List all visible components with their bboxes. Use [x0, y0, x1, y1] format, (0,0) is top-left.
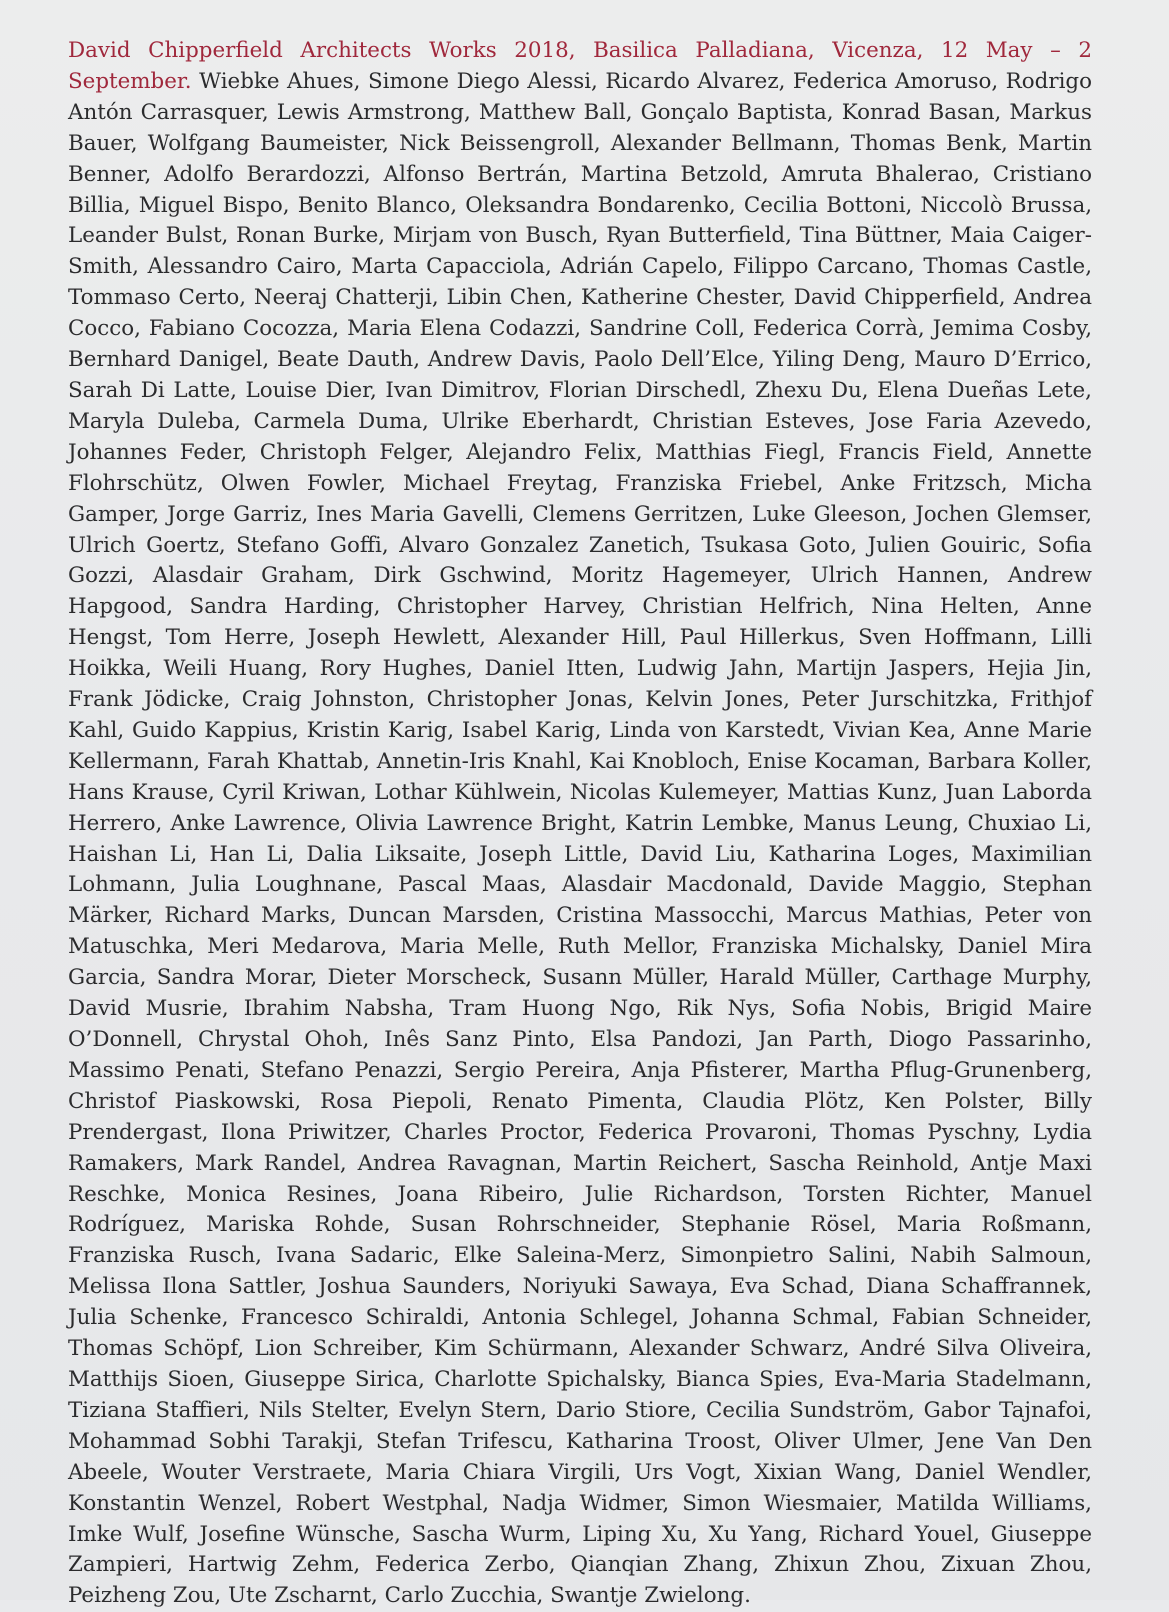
names-list: Wiebke Ahues, Simone Diego Alessi, Ricardo Alvarez, Federica Amoruso, Rodrigo Antón Carrasquer, Lewis Armstrong, Matthew Ball, Gonçalo Baptista, Konrad Basan, Markus Bauer, Wolfgang Baumeister, Nick Beissengroll, Alexander Bellmann, Thomas Benk, Martin Benner, Adolfo Berardozzi, Alfonso Bertrán, Martina Betzold, Amruta Bhalerao, Cristiano Billia, Miguel Bispo, Benito Blanco, Oleksandra Bondarenko, Cecilia Bottoni, Niccolò Brussa, Leander Bulst, Ronan Burke, Mirjam von Busch, Ryan Butterfield, Tina Büttner, Maia Caiger-Smith, Alessandro Cairo, Marta Capacciola, Adrián Capelo, Filippo Carcano, Thomas Castle, Tommaso Certo, Neeraj Chatterji, Libin Chen, Katherine Chester, David Chipperfield, Andrea Cocco, Fabiano Cocozza, Maria Elena Codazzi, Sandrine Coll, Federica Corrà, Jemima Cosby, Bernhard Danigel, Beate Dauth, Andrew Davis, Paolo Dell’Elce, Yiling Deng, Mauro D’Errico, Sarah Di Latte, Louise Dier, Ivan Dimitrov, Florian Dirschedl, Zhexu Du, Elena Dueñas Lete, Maryla Duleba, Carmela Duma, Ulrike Eberhardt, Christian Esteves, Jose Faria Azevedo, Johannes Feder, Christoph Felger, Alejandro Felix, Matthias Fiegl, Francis Field, Annette Flohrschütz, Olwen Fowler, Michael Freytag, Franziska Friebel, Anke Fritzsch, Micha Gamper, Jorge Garriz, Ines Maria Gavelli, Clemens Gerritzen, Luke Gleeson, Jochen Glemser, Ulrich Goertz, Stefano Goffi, Alvaro Gonzalez Zanetich, Tsukasa Goto, Julien Gouiric, Sofia Gozzi, Alasdair Graham, Dirk Gschwind, Moritz Hagemeyer, Ulrich Hannen, Andrew Hapgood, Sandra Harding, Christopher Harvey, Christian Helfrich, Nina Helten, Anne Hengst, Tom Herre, Joseph Hewlett, Alexander Hill, Paul Hillerkus, Sven Hoffmann, Lilli Hoikka, Weili Huang, Rory Hughes, Daniel Itten, Ludwig Jahn, Martijn Jaspers, Hejia Jin, Frank Jödicke, Craig Johnston, Christopher Jonas, Kelvin Jones, Peter Jurschitzka, Frithjof Kahl, Guido Kappius, Kristin Karig, Isabel Karig, Linda von Karstedt, Vivian Kea, Anne Marie Kellermann, Farah Khattab, Annetin-Iris Knahl, Kai Knobloch, Enise Kocaman, Barbara Koller, Hans Krause, Cyril Kriwan, Lothar Kühlwein, Nicolas Kulemeyer, Mattias Kunz, Juan Laborda Herrero, Anke Lawrence, Olivia Lawrence Bright, Katrin Lembke, Manus Leung, Chuxiao Li, Haishan Li, Han Li, Dalia Liksaite, Joseph Little, David Liu, Katharina Loges, Maximilian Lohmann, Julia Loughnane, Pascal Maas, Alasdair Macdonald, Davide Maggio, Stephan Märker, Richard Marks, Duncan Marsden, Cristina Massocchi, Marcus Mathias, Peter von Matuschka, Meri Medarova, Maria Melle, Ruth Mellor, Franziska Michalsky, Daniel Mira Garcia, Sandra Morar, Dieter Morscheck, Susann Müller, Harald Müller, Carthage Murphy, David Musrie, Ibrahim Nabsha, Tram Huong Ngo, Rik Nys, Sofia Nobis, Brigid Maire O’Donnell, Chrystal Ohoh, Inês Sanz Pinto, Elsa Pandozi, Jan Parth, Diogo Passarinho, Massimo Penati, Stefano Penazzi, Sergio Pereira, Anja Pfisterer, Martha Pflug-Grunenberg, Christof Piaskowski, Rosa Piepoli, Renato Pimenta, Claudia Plötz, Ken Polster, Billy Prendergast, Ilona Priwitzer, Charles Proctor, Federica Provaroni, Thomas Pyschny, Lydia Ramakers, Mark Randel, Andrea Ravagnan, Martin Reichert, Sascha Reinhold, Antje Maxi Reschke, Monica Resines, Joana Ribeiro, Julie Richardson, Torsten Richter, Manuel Rodríguez, Mariska Rohde, Susan Rohrschneider, Stephanie Rösel, Maria Roßmann, Franziska Rusch, Ivana Sadaric, Elke Saleina-Merz, Simonpietro Salini, Nabih Salmoun, Melissa Ilona Sattler, Joshua Saunders, Noriyuki Sawaya, Eva Schad, Diana Schaffrannek, Julia Schenke, Francesco Schiraldi, Antonia Schlegel, Johanna Schmal, Fabian Schneider, Thomas Schöpf, Lion Schreiber, Kim Schürmann, Alexander Schwarz, André Silva Oliveira, Matthijs Sioen, Giuseppe Sirica, Charlotte Spichalsky, Bianca Spies, Eva-Maria Stadelmann, Tiziana Staffieri, Nils Stelter, Evelyn Stern, Dario Stiore, Cecilia Sundström, Gabor Tajnafoi, Mohammad Sobhi Tarakji, Stefan Trifescu, Katharina Troost, Oliver Ulmer, Jene Van Den Abeele, Wouter Verstraete, Maria Chiara Virgili, Urs Vogt, Xixian Wang, Daniel Wendler, Konstantin Wenzel, Robert Westphal, Nadja Widmer, Simon Wiesmaier, Matilda Williams, Imke Wulf, Josefine Wünsche, Sascha Wurm, Liping Xu, Xu Yang, Richard Youel, Giuseppe Zampieri, Hartwig Zehm, Federica Zerbo, Qianqian Zhang, Zhixun Zhou, Zixuan Zhou, Peizheng Zou, Ute Zscharnt, Carlo Zucchia, Swantje Zwielong.	[68, 68, 1092, 1609]
exhibition-heading: David Chipperfield Architects Works 2018, Basilica Palladiana, Vicenza, 12 May – 2 September.	[68, 38, 1092, 94]
text-block	[68, 36, 1092, 1612]
